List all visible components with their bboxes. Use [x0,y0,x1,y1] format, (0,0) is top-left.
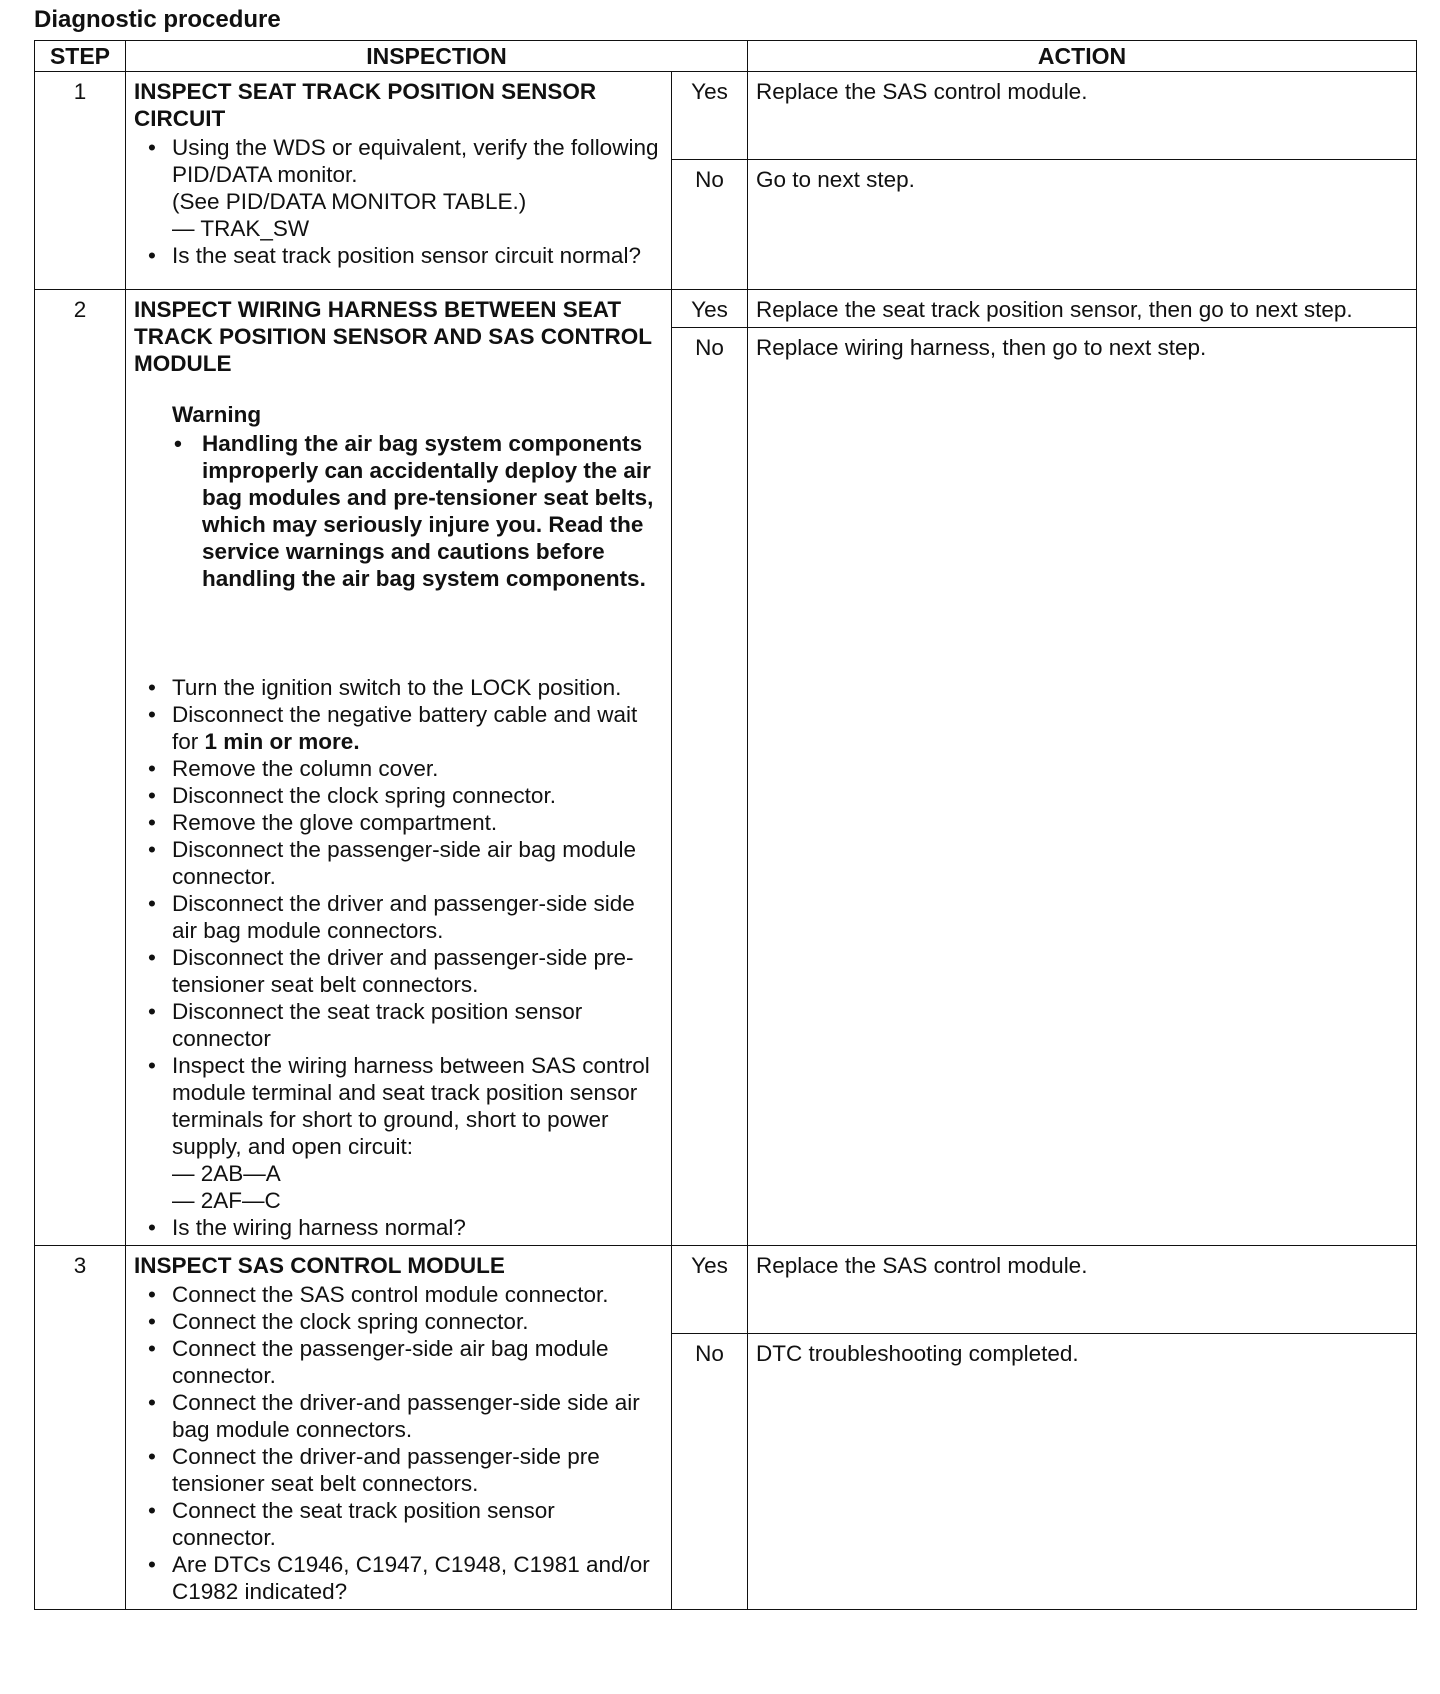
circuit-ref: — 2AF—C [172,1188,281,1213]
list-item: • Connect the passenger-side air bag module connector. [134,1335,663,1389]
inspection-cell [126,1246,672,1610]
pid-name: — TRAK_SW [172,216,310,241]
list-item: • Disconnect the clock spring connector. [134,782,663,809]
list-item: • Is the seat track position sensor circuit normal? [134,242,663,269]
list-item: • Turn the ignition switch to the LOCK position. [134,674,663,701]
yes-label: Yes [672,290,748,328]
warning-title: Warning [172,402,262,427]
table-row [35,1246,1417,1334]
list-item: • Disconnect the driver and passenger-side side air bag module connectors. [134,890,663,944]
no-action: Go to next step. [748,160,1417,290]
list-item: • Connect the SAS control module connector. [134,1281,663,1308]
no-action: DTC troubleshooting completed. [748,1334,1417,1610]
yes-label: Yes [672,1246,748,1334]
table-row [35,290,1417,328]
list-item: • Disconnect the passenger-side air bag module connector. [134,836,663,890]
list-item: • Is the wiring harness normal? [134,1214,663,1241]
diagnostic-table [34,40,1417,1610]
yes-action: Replace the seat track position sensor, then go to next step. [748,290,1417,328]
list-item: • Inspect the wiring harness between SAS control module terminal and seat track position sensor terminals for short to ground, short to power supply, and open circuit: — 2AB—A — 2AF—C [134,1052,663,1214]
inspection-title: INSPECT WIRING HARNESS BETWEEN SEAT TRACK POSITION SENSOR AND SAS CONTROL MODULE [134,297,652,376]
no-label: No [672,1334,748,1610]
list-item: • Disconnect the seat track position sensor connector [134,998,663,1052]
list-item: • Remove the column cover. [134,755,663,782]
header-action: ACTION [748,41,1417,72]
header-inspection: INSPECTION [126,41,748,72]
list-item: • Disconnect the driver and passenger-side pre-tensioner seat belt connectors. [134,944,663,998]
pid-table-reference: (See PID/DATA MONITOR TABLE.) [172,189,527,214]
header-row [35,41,1417,72]
yes-label: Yes [672,72,748,160]
inspection-title: INSPECT SAS CONTROL MODULE [134,1253,505,1278]
list-item: • Are DTCs C1946, C1947, C1948, C1981 and/or C1982 indicated? [134,1551,663,1605]
no-action: Replace wiring harness, then go to next step. [748,328,1417,1246]
list-item: • Disconnect the negative battery cable and wait for 1 min or more. [134,701,663,755]
list-item: • Using the WDS or equivalent, verify the following PID/DATA monitor. (See PID/DATA MONITOR TABLE.) — TRAK_SW [134,134,663,242]
inspection-cell [126,72,672,290]
no-label: No [672,328,748,1246]
yes-action: Replace the SAS control module. [748,1246,1417,1334]
page-title: Diagnostic procedure [34,6,281,33]
step-number: 3 [35,1246,126,1610]
step-number: 1 [35,72,126,290]
list-item: • Connect the driver-and passenger-side pre tensioner seat belt connectors. [134,1443,663,1497]
inspection-cell [126,290,672,1246]
header-step: STEP [35,41,126,72]
warning-text: • Handling the air bag system components improperly can accidentally deploy the air bag modules and pre-tensioner seat belts, which may seriously injure you. Read the service warnings and cautions before handling the air bag system components. [172,430,663,592]
yes-action: Replace the SAS control module. [748,72,1417,160]
table-row [35,72,1417,160]
no-label: No [672,160,748,290]
list-item: • Connect the clock spring connector. [134,1308,663,1335]
step-number: 2 [35,290,126,1246]
warning-box [172,401,663,592]
list-item: • Remove the glove compartment. [134,809,663,836]
list-item: • Connect the seat track position sensor connector. [134,1497,663,1551]
list-item: • Connect the driver-and passenger-side side air bag module connectors. [134,1389,663,1443]
wait-time: 1 min or more [204,729,354,754]
inspection-title: INSPECT SEAT TRACK POSITION SENSOR CIRCUIT [134,79,597,131]
circuit-ref: — 2AB—A [172,1161,281,1186]
